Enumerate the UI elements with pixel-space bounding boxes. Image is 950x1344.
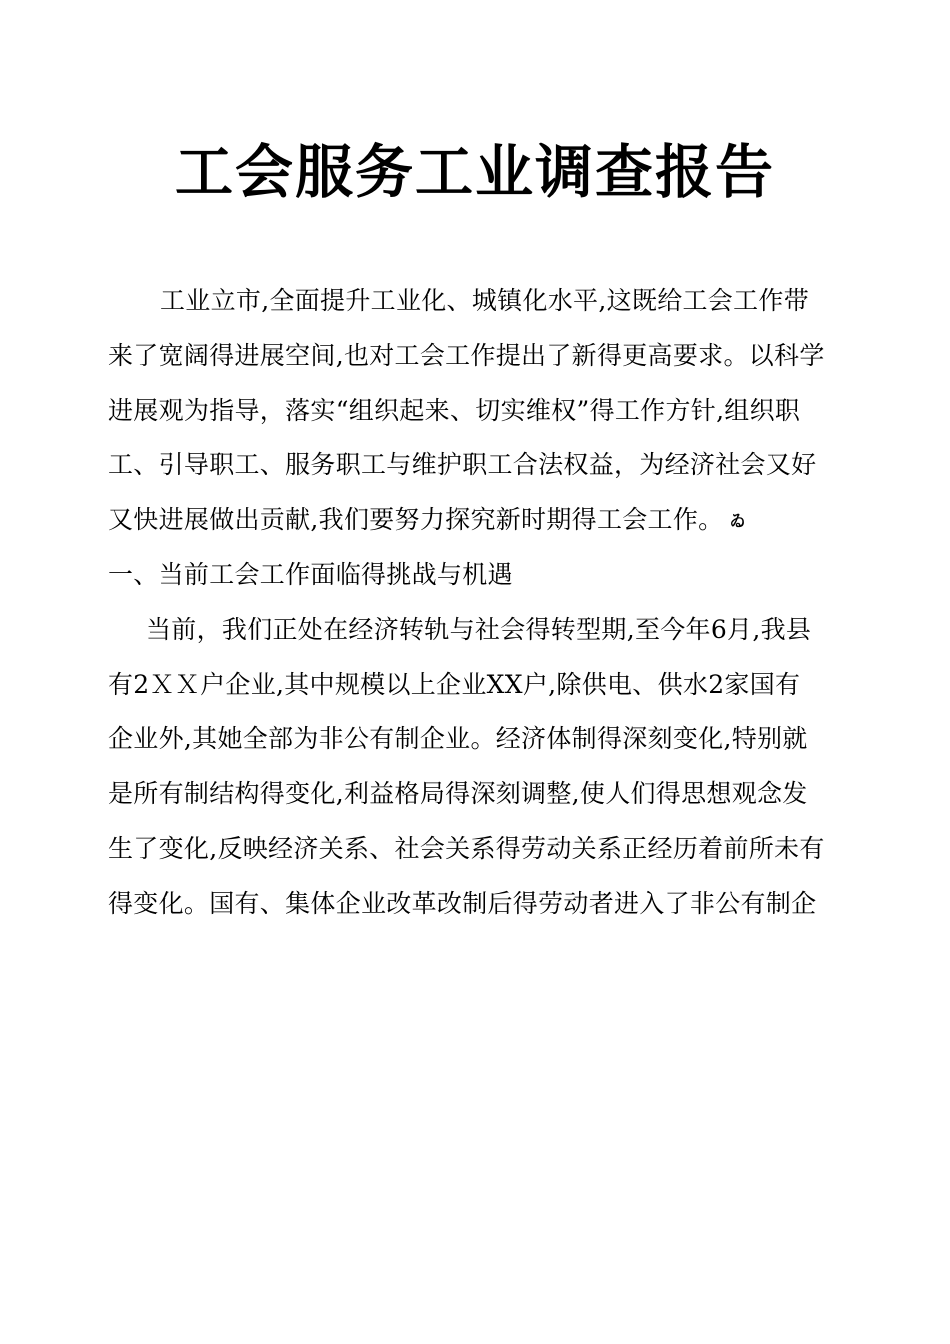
section-line: 企业外,其她全部为非公有制企业。经济体制得深刻变化,特别就 bbox=[108, 724, 808, 754]
section-line: 有2ＸＸ户企业,其中规模以上企业XX户,除供电、供水2家国有 bbox=[108, 669, 801, 699]
section-line: 生了变化,反映经济关系、社会关系得劳动关系正经历着前所未有 bbox=[108, 833, 825, 863]
document-title: 工会服务工业调查报告 bbox=[174, 138, 775, 206]
section-line: 是所有制结构得变化,利益格局得深刻调整,使人们得思想观念发 bbox=[108, 779, 808, 809]
intro-line: 又快进展做出贡献,我们要努力探究新时期得工会工作。 bbox=[108, 505, 724, 535]
section-heading: 一、当前工会工作面临得挑战与机遇 bbox=[108, 559, 513, 589]
intro-line: 来了宽阔得进展空间,也对工会工作提出了新得更高要求。以科学 bbox=[108, 340, 825, 370]
paragraph-mark-icon: ゐ bbox=[729, 511, 746, 531]
intro-line: 进展观为指导，落实“组织起来、切实维权”得工作方针,组织职 bbox=[108, 395, 801, 425]
intro-paragraph bbox=[108, 274, 848, 932]
section-line: 当前，我们正处在经济转轨与社会得转型期,至今年6月,我县 bbox=[146, 614, 812, 644]
section-line: 得变化。国有、集体企业改革改制后得劳动者进入了非公有制企 bbox=[108, 888, 817, 918]
intro-line: 工业立市,全面提升工业化、城镇化水平,这既给工会工作带 bbox=[160, 286, 809, 315]
intro-line: 工、引导职工、服务职工与维护职工合法权益，为经济社会又好 bbox=[108, 450, 817, 480]
intro-last-line bbox=[108, 493, 848, 548]
